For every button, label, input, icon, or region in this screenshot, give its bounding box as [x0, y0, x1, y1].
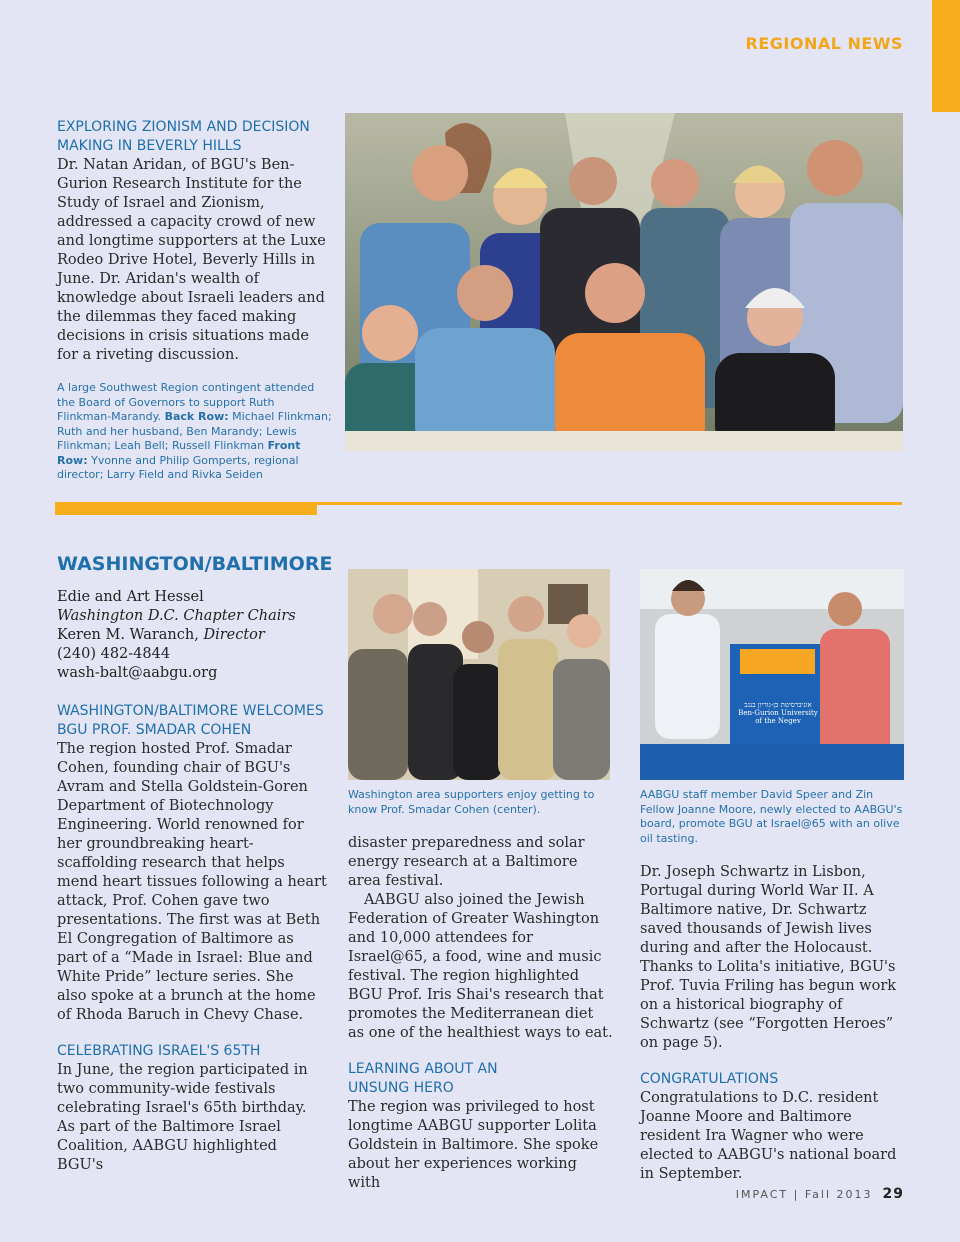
director-role: Director [203, 627, 265, 643]
col2-body: disaster preparedness and solar energy research at a Baltimore area festival. [348, 835, 585, 889]
group-photo-illustration [345, 113, 903, 451]
column-2 [348, 788, 613, 1193]
page-footer [736, 1186, 904, 1202]
top-article-heading [57, 118, 332, 156]
col3-body: Dr. Joseph Schwartz in Lisbon, Portugal during World War II. A Baltimore native, Dr. Schwartz saved thousands of Jewish lives during and after the Holocaust. Thanks to Lolita's initiative, BGU's Prof. Tuvia Friling has begun work on a historical biography of Schwartz (see “Forgotten Heroes” on page 5). [640, 864, 897, 1051]
col1-heading-line2: BGU PROF. SMADAR COHEN [57, 722, 252, 738]
column-1 [57, 702, 327, 1175]
contact-names: Edie and Art Hessel [57, 589, 204, 605]
caption-back-label: Back Row: [164, 410, 229, 423]
region-contact [57, 588, 327, 683]
magazine-issue: IMPACT | Fall 2013 [735, 1188, 873, 1201]
director-line [57, 626, 327, 645]
banner-english: Ben-Gurion University [738, 709, 818, 717]
page-tab [932, 0, 960, 112]
israel65-booth-photo [640, 569, 904, 780]
contact-role: Washington D.C. Chapter Chairs [57, 608, 296, 624]
column-3 [640, 788, 905, 1184]
top-article-body: Dr. Natan Aridan, of BGU's Ben-Gurion Research Institute for the Study of Israel and Zionism, addressed a capacity crowd of new and longtime supporters at the Luxe Rodeo Drive Hotel, Beverly Hills in June. Dr. Aridan's wealth of knowledge about Israeli leaders and the dilemmas they faced making decisions in crisis situations made for a riveting discussion. [57, 157, 326, 363]
top-article [57, 118, 332, 483]
bgu-banner-text [732, 701, 824, 725]
top-heading-line2: MAKING IN BEVERLY HILLS [57, 138, 242, 154]
washington-supporters-photo [348, 569, 610, 780]
booth-illustration [640, 569, 904, 780]
top-heading-line1: EXPLORING ZIONISM AND DECISION [57, 119, 310, 135]
col2-heading [348, 1060, 613, 1098]
group-photo-beverly-hills [345, 113, 903, 451]
caption-intro: A large Southwest Region contingent attended the Board of Governors to support Ruth Flinkman-Marandy. [57, 381, 315, 423]
col1-body2: In June, the region participated in two community-wide festivals celebrating Israel's 65th birthday. As part of the Baltimore Israel Coalition, AABGU highlighted BGU's [57, 1062, 308, 1173]
director-name: Keren M. Waranch, [57, 627, 204, 643]
section-divider-accent [55, 505, 317, 515]
col2-caption: Washington area supporters enjoy getting to know Prof. Smadar Cohen (center). [348, 788, 595, 816]
page-number: 29 [882, 1186, 904, 1202]
caption-back-row: Michael Flinkman; Ruth and her husband, Ben Marandy; Lewis Flinkman; Leah Bell; Russell Flinkman [57, 410, 332, 452]
col2-body2: The region was privileged to host longtime AABGU supporter Lolita Goldstein in Baltimore. She spoke about her experiences working with [348, 1099, 599, 1191]
col2-heading-line1: LEARNING ABOUT AN [348, 1061, 498, 1077]
col1-heading [57, 702, 327, 740]
supporters-illustration [348, 569, 610, 780]
region-title: WASHINGTON/BALTIMORE [57, 553, 333, 575]
col2-heading-line2: UNSUNG HERO [348, 1080, 454, 1096]
col3-body2: Congratulations to D.C. resident Joanne Moore and Baltimore resident Ira Wagner who were elected to AABGU's national board in September. [640, 1090, 897, 1182]
top-photo-caption [57, 381, 332, 483]
col1-heading2: CELEBRATING ISRAEL'S 65TH [57, 1043, 261, 1059]
contact-email[interactable]: wash-balt@aabgu.org [57, 665, 218, 681]
col1-body: The region hosted Prof. Smadar Cohen, founding chair of BGU's Avram and Stella Goldstein-Goren Department of Biotechnology Engineering. World renowned for her groundbreaking heart-scaffolding research that helps mend heart tissues following a heart attack, Prof. Cohen gave two presentations. The first was at Beth El Congregation of Baltimore as part of a “Made in Israel: Blue and White Pride” lecture series. She also spoke at a brunch at the home of Rhoda Baruch in Chevy Chase. [57, 741, 327, 1023]
col3-heading: CONGRATULATIONS [640, 1071, 779, 1087]
section-label: REGIONAL NEWS [745, 34, 903, 53]
caption-front-row: Yvonne and Philip Gomperts, regional director; Larry Field and Rivka Seiden [57, 453, 299, 481]
contact-phone: (240) 482-4844 [57, 646, 171, 662]
col3-caption: AABGU staff member David Speer and Zin Fellow Joanne Moore, newly elected to AABGU's board, promote BGU at Israel@65 with an olive oil tasting. [640, 788, 903, 845]
banner-hebrew: אוניברסיטת בן-גוריון בנגב [744, 701, 812, 709]
caption-front-label: Front Row: [57, 439, 301, 467]
col1-heading-line1: WASHINGTON/BALTIMORE WELCOMES [57, 703, 324, 719]
banner-negev: of the Negev [755, 717, 801, 725]
col2-body-b: AABGU also joined the Jewish Federation of Greater Washington and 10,000 attendees for Israel@65, a food, wine and music festival. The region highlighted BGU Prof. Iris Shai's research that promotes the Mediterranean diet as one of the healthiest ways to eat. [348, 892, 613, 1041]
